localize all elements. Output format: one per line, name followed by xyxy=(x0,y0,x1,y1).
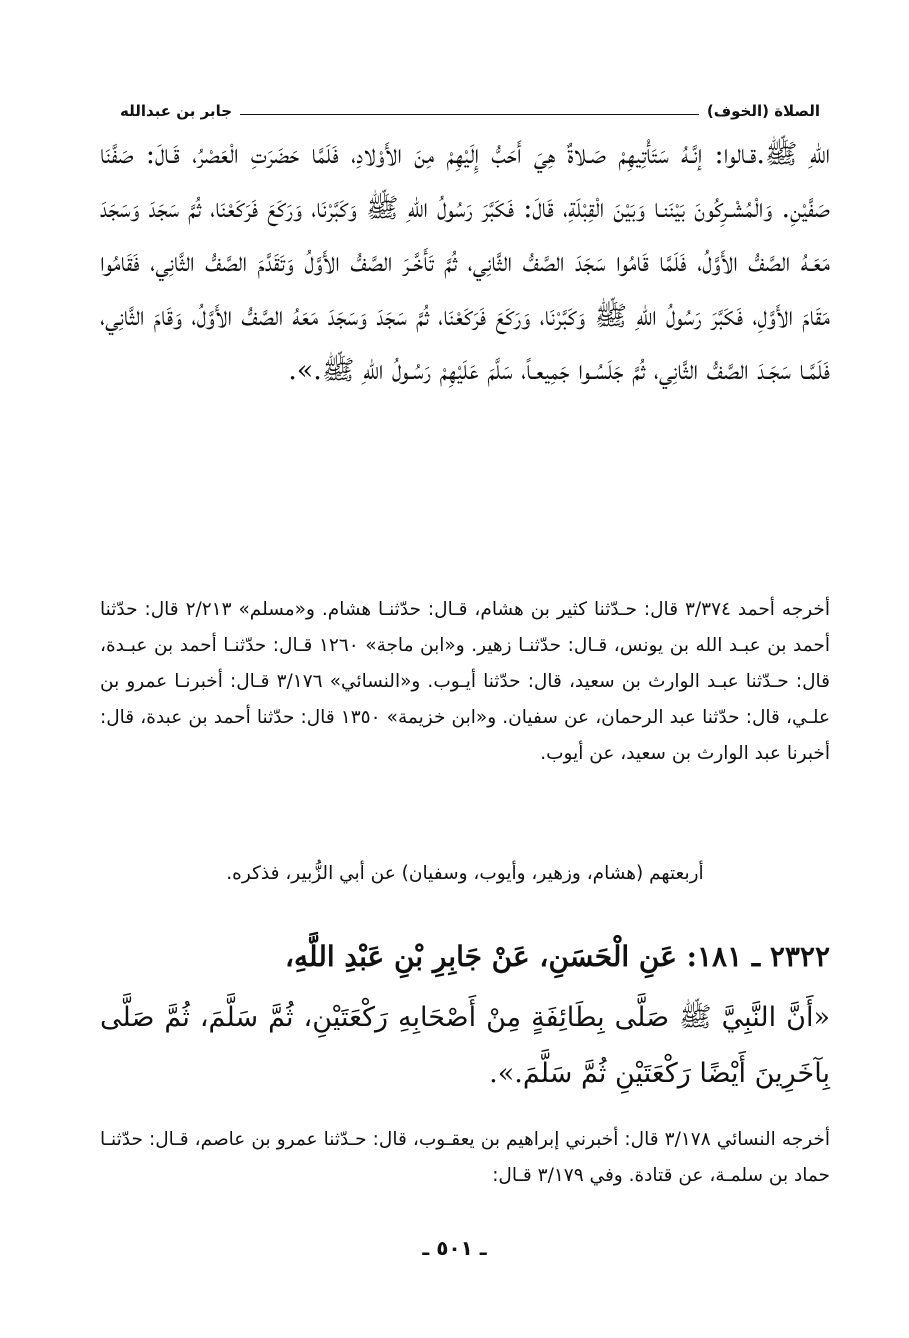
header-rule xyxy=(240,114,699,115)
running-header xyxy=(120,92,820,120)
header-chapter-title: الصلاة (الخوف) xyxy=(706,102,820,120)
page-number: ـ ٥٠١ ـ xyxy=(422,1236,487,1260)
hadith-text-continued: اللهِ ﷺ.قـالوا: إنَّـهُ سَتَأْتِيهِمْ صَـلاةٌ هِيَ أَحَبُّ إِلَيْهِمْ مِنَ الأَوْلادِ، فَلَمَّا حَضَرَتِ الْعَصْرُ، قَـالَ: صَفَّنَا صَفَّيْنِ. وَالْمُشْـرِكُونَ بَيْنَنـا وَبَيْنَ الْقِبْلَةِ، قَالَ: فَكَبَّرَ رَسُولُ اللهِ ﷺ وَكَبَّرْنَا، وَرَكَعَ فَرَكَعْنَا، ثُمَّ سَجَدَ وَسَجَدَ مَعَـهُ الصَّفُّ الأَوَّلُ، فَلَمَّا قَامُوا سَجَدَ الصَّفُّ الثَّانِي، ثُمَّ تَأَخَّـرَ الصَّفُّ الأَوَّلُ وَتَقَدَّمَ الصَّفُّ الثَّانِي، فَقَامُوا مَقَامَ الأَوَّلِ، فَكَبَّرَ رَسُولُ اللهِ ﷺ وَكَبَّرْنَا، وَرَكَعَ فَرَكَعْنَا، ثُمَّ سَجَدَ وَسَجَدَ مَعَهُ الصَّفُّ الأَوَّلُ، وَقَامَ الثَّانِي، فَلَمَّـا سَجَـدَ الصَّفُّ الثَّانِي، ثُمَّ جَلَسُـوا جَمِيعـاً، سَلَّمَ عَلَيْهِمْ رَسُـولُ اللهِ ﷺ.». xyxy=(100,139,830,386)
takhrij-paragraph-2: أخرجه النسائي ٣/١٧٨ قال: أخبرني إبراهيم بن يعقـوب، قال: حـدّثنا عمرو بن عاصم، قـال: حدّثنـا حماد بن سلمـة، عن قتادة. وفي ٣/١٧٩ قـال: xyxy=(100,1129,830,1186)
hadith-heading: ٢٣٢٢ ـ ١٨١: عَنِ الْحَسَنِ، عَنْ جَابِرِ بْنِ عَبْدِ اللَّهِ، xyxy=(285,940,830,973)
header-narrator-name: جابر بن عبدالله xyxy=(120,102,233,120)
hadith-text: «أَنَّ النَّبِيَّ ﷺ صَلَّى بِطَائِفَةٍ مِنْ أَصْحَابِهِ رَكْعَتَيْنِ، ثُمَّ سَلَّمَ، ثُمَّ صَلَّى بِآخَرِينَ أَيْضًا رَكْعَتَيْنِ ثُمَّ سَلَّمَ.». xyxy=(100,1002,830,1089)
chain-summary: أربعتهم (هشام، وزهير، وأيوب، وسفيان) عن أبي الزُّبير، فذكره. xyxy=(226,863,704,884)
takhrij-paragraph: أخرجه أحمد ٣/٣٧٤ قال: حـدّثنا كثير بن هشام، قـال: حدّثنـا هشام. و«مسلم» ٢/٢١٣ قال: حدّثنا أحمد بن عبـد الله بن يونس، قـال: حدّثنـا زهير. و«ابن ماجة» ١٢٦٠ قـال: حدّثنـا أحمد بن عبـدة، قال: حـدّثنا عبـد الوارث بن سعيد، قال: حدّثنا أيـوب. و«النسائي» ٣/١٧٦ قـال: أخبرنـا عمرو بن علـي، قال: حدّثنا عبد الرحمان، عن سفيان. و«ابن خزيمة» ١٣٥٠ قال: حدّثنا أحمد بن عبدة، قال: أخبرنا عبد الوارث بن سعيد، عن أيوب. xyxy=(100,599,831,764)
